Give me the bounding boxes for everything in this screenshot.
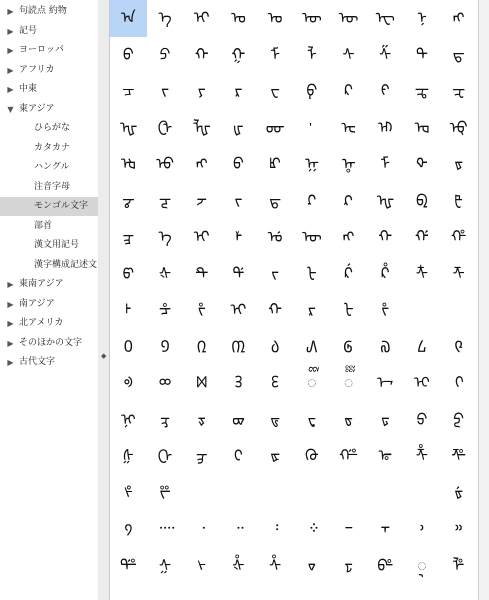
character-cell[interactable]: ᢎ (270, 409, 281, 429)
character-cell[interactable]: ᠤ (267, 8, 283, 27)
sidebar-item[interactable] (0, 295, 98, 314)
character-cell[interactable]: ᢩ (417, 555, 427, 575)
character-cell[interactable]: ᢉ (454, 373, 464, 392)
character-cell[interactable]: ᡴ (268, 300, 283, 319)
character-grid (110, 0, 478, 600)
character-cell[interactable]: ᠕ (306, 336, 318, 356)
character-cell[interactable]: ᢀ (123, 373, 133, 392)
sidebar-item[interactable] (0, 197, 98, 216)
character-cell[interactable]: ᠰ (342, 44, 355, 64)
character-cell[interactable]: ᢏ (307, 409, 317, 429)
character-cell[interactable]: ᠢ (193, 8, 210, 27)
character-cell[interactable]: ᠂ (198, 519, 205, 538)
character-cell[interactable]: ᡣ (378, 227, 393, 246)
sidebar-item[interactable] (0, 2, 98, 21)
character-cell[interactable]: ᠵ (161, 81, 169, 100)
character-cell[interactable]: ᠄ (271, 519, 279, 538)
character-cell[interactable]: ᢪ (452, 555, 465, 575)
character-cell[interactable]: ᠡ (158, 8, 172, 27)
sidebar-item[interactable] (0, 178, 98, 197)
character-cell[interactable]: ᠒ (196, 336, 207, 356)
character-cell[interactable]: ᢑ (380, 409, 390, 429)
character-cell[interactable]: ᠖ (343, 336, 354, 356)
disclosure-collapsed-icon[interactable]: ▶ (7, 358, 14, 367)
category-sidebar (0, 0, 99, 600)
character-cell[interactable]: ᢞ (123, 482, 133, 502)
character-cell[interactable]: ᢡ (119, 555, 137, 575)
character-cell[interactable]: ᢛ (378, 446, 393, 465)
vertical-scrollbar[interactable] (478, 0, 489, 600)
character-cell[interactable]: ᠑ (160, 336, 170, 356)
character-cell[interactable]: ᢌ (197, 409, 206, 429)
sidebar-item[interactable] (0, 41, 98, 60)
disclosure-collapsed-icon[interactable]: ▶ (7, 7, 14, 16)
character-cell[interactable]: ᠾ (119, 117, 138, 137)
character-cell[interactable]: ᢤ (232, 555, 245, 575)
character-cell[interactable]: ᡒ (122, 190, 135, 210)
character-cell[interactable]: ᡎ (341, 154, 356, 173)
character-cell[interactable]: ᠴ (122, 81, 135, 100)
disclosure-collapsed-icon[interactable]: ▶ (7, 65, 14, 75)
character-cell[interactable]: ᠣ (230, 8, 246, 27)
character-cell[interactable]: ᢚ (339, 446, 358, 465)
sidebar-item-label: ハングル (34, 162, 70, 172)
character-cell[interactable]: ᠷ (234, 81, 243, 100)
character-cell[interactable]: ᢂ (196, 373, 208, 392)
sidebar-item[interactable] (0, 256, 98, 275)
sidebar-item[interactable] (0, 334, 98, 353)
character-cell[interactable]: ᡩ (232, 263, 245, 283)
character-cell[interactable]: ᡢ (342, 227, 355, 246)
sidebar-item-label: 記号 (19, 25, 38, 36)
character-cell[interactable]: ᢃ (234, 373, 243, 392)
character-cell[interactable]: ᡞ (193, 227, 210, 246)
character-cell[interactable]: ᡮ (415, 263, 428, 283)
character-cell[interactable]: ᡶ (343, 300, 354, 319)
character-cell[interactable]: ᢧ (344, 555, 353, 575)
character-cell[interactable]: ᢘ (270, 446, 281, 465)
character-cell[interactable]: ᠉ (454, 519, 463, 538)
sidebar-item-label: 南アジア (19, 298, 55, 309)
sidebar-item[interactable] (0, 158, 98, 177)
character-cell[interactable]: ᠱ (379, 44, 392, 64)
character-cell[interactable]: ᡧ (158, 263, 172, 283)
character-cell[interactable]: ᡓ (158, 190, 172, 210)
character-cell[interactable]: ᡗ (307, 190, 317, 210)
sidebar-item[interactable] (0, 80, 98, 99)
character-cell[interactable] (294, 110, 331, 147)
character-cell[interactable]: ᠠ (110, 0, 147, 37)
character-cell[interactable]: ᠐ (123, 336, 133, 356)
character-cell[interactable]: ᡈ (121, 154, 136, 173)
character-cell[interactable]: ᢁ (158, 373, 172, 392)
sidebar-item-label: 中東 (19, 84, 38, 94)
character-cell[interactable]: ᠗ (380, 336, 391, 356)
character-cell[interactable]: ᡉ (156, 154, 175, 173)
sidebar-item-label: 古代文字 (19, 357, 56, 367)
character-cell[interactable]: ᠅ (306, 519, 318, 538)
character-cell[interactable]: ᡊ (195, 154, 208, 173)
character-cell[interactable]: ᢇ (377, 373, 394, 392)
disclosure-collapsed-icon[interactable]: ▶ (7, 319, 14, 328)
character-cell[interactable]: ᡥ (450, 227, 467, 246)
character-cell[interactable]: ᢥ (269, 555, 282, 575)
character-cell[interactable]: ᢦ (307, 555, 316, 575)
character-cell[interactable]: ᠶ (197, 81, 206, 100)
character-cell[interactable]: ᢅ (307, 373, 317, 392)
character-cell[interactable]: ᡭ (380, 263, 390, 283)
character-cell[interactable]: ᠈ (419, 519, 425, 538)
character-cell[interactable]: ᢈ (413, 373, 430, 392)
character-cell[interactable]: ᠨ (417, 8, 427, 27)
sidebar-item[interactable] (0, 236, 98, 255)
character-cell[interactable]: ᢨ (377, 555, 394, 575)
character-cell[interactable]: ᡅ (377, 117, 393, 137)
character-cell[interactable]: ᠿ (157, 117, 173, 137)
character-cell[interactable]: ᡄ (341, 117, 356, 137)
character-cell[interactable]: ᠆ (345, 519, 352, 538)
sidebar-item-label: 漢文用記号 (34, 240, 80, 250)
sidebar-item-label: 部首 (34, 220, 53, 231)
character-cell[interactable]: ᢊ (121, 409, 136, 429)
character-cell[interactable]: ᡰ (125, 300, 132, 319)
sidebar-item[interactable] (0, 353, 98, 372)
sidebar-item-label: 注音字母 (34, 181, 71, 192)
sidebar-item[interactable] (0, 100, 98, 119)
sidebar-item-label: アフリカ (19, 64, 55, 75)
character-cell[interactable]: ᠮ (270, 44, 280, 64)
character-cell[interactable]: ᢕ (157, 446, 173, 465)
character-cell[interactable]: ᡟ (234, 227, 243, 246)
sidebar-item[interactable] (0, 217, 98, 236)
character-cell[interactable]: ᡛ (454, 190, 463, 210)
character-cell[interactable]: ᠪ (122, 44, 134, 64)
character-cell[interactable]: ᢠ (454, 482, 464, 502)
character-cell[interactable]: ᡝ (158, 227, 172, 246)
character-cell[interactable]: ᡷ (381, 300, 390, 319)
character-cell[interactable]: ᡋ (232, 154, 244, 173)
character-cell[interactable]: ᡙ (376, 190, 395, 210)
character-cell[interactable]: ᠀ (124, 519, 133, 538)
character-cell[interactable]: ᠯ (307, 44, 317, 64)
sidebar-item[interactable] (0, 22, 98, 41)
sidebar-item-label: 東アジア (19, 103, 55, 114)
character-cell[interactable]: ᡇ (449, 117, 468, 137)
character-cell[interactable]: ᢄ (271, 373, 279, 392)
character-cell[interactable]: ᡐ (416, 154, 428, 173)
disclosure-collapsed-icon[interactable]: ▶ (7, 280, 14, 289)
character-cell[interactable]: ᠻ (380, 81, 390, 100)
pane-splitter[interactable] (98, 0, 110, 600)
character-cell[interactable]: ᠲ (415, 44, 428, 64)
sidebar-item-label: ひらがな (34, 123, 71, 133)
character-cell[interactable]: ᠇ (380, 519, 391, 538)
character-cell[interactable]: ᠺ (344, 81, 353, 100)
sidebar-item[interactable] (0, 61, 98, 80)
character-cell[interactable]: ᢢ (158, 555, 172, 575)
character-cell[interactable]: ᡱ (158, 300, 172, 319)
character-cell[interactable]: ᢒ (416, 409, 428, 429)
character-cell[interactable]: ᠫ (159, 44, 171, 64)
character-cell[interactable]: ᡔ (196, 190, 207, 210)
character-cell[interactable]: ᡕ (234, 190, 243, 210)
character-cell[interactable]: ᠬ (194, 44, 209, 64)
disclosure-collapsed-icon[interactable]: ▶ (7, 338, 14, 348)
character-cell[interactable]: ᢔ (123, 446, 134, 465)
character-cell[interactable]: ᠽ (452, 81, 466, 100)
character-cell[interactable]: ᡖ (269, 190, 282, 210)
character-cell[interactable]: ᡆ (414, 117, 430, 137)
character-cell[interactable]: ᠘ (417, 336, 427, 356)
character-cell[interactable]: ᡪ (271, 263, 280, 283)
character-cell[interactable]: ᢓ (453, 409, 465, 429)
character-cell[interactable]: ᡦ (122, 263, 135, 283)
sidebar-item-label: モンゴル文字 (34, 201, 89, 211)
character-cell[interactable]: ᢖ (195, 446, 208, 465)
character-cell[interactable]: ᠔ (270, 336, 280, 356)
character-cell[interactable]: ᡨ (195, 263, 209, 283)
sidebar-item[interactable] (0, 139, 98, 158)
character-cell[interactable]: ᡠ (267, 227, 283, 246)
disclosure-collapsed-icon[interactable]: ▶ (7, 299, 14, 309)
character-cell[interactable]: ᡫ (307, 263, 317, 283)
character-cell[interactable]: ᠙ (454, 336, 463, 356)
character-cell[interactable]: ᠸ (270, 81, 280, 100)
character-cell[interactable]: ᡁ (233, 117, 244, 137)
character-cell[interactable]: ᡵ (307, 300, 316, 319)
character-cell[interactable]: ᠓ (231, 336, 246, 356)
character-cell[interactable]: ᢟ (159, 482, 171, 502)
character-cell[interactable]: ᡘ (344, 190, 353, 210)
character-cell[interactable]: ᠭ (231, 44, 246, 64)
character-cell[interactable]: ᢋ (160, 409, 171, 429)
character-cell[interactable]: ᡡ (301, 227, 322, 246)
sidebar-item-label: 句読点 約物 (19, 6, 67, 16)
character-cell[interactable]: ᢣ (197, 555, 206, 575)
character-cell[interactable]: ᠳ (452, 44, 465, 64)
character-cell[interactable]: ᡲ (197, 300, 206, 319)
character-cell[interactable]: ᡂ (265, 117, 285, 137)
character-cell[interactable]: ᠼ (414, 81, 430, 100)
character-cell[interactable]: ᢙ (304, 446, 319, 465)
character-cell[interactable]: ᡬ (344, 263, 353, 283)
sidebar-item-label: そのほかの文字 (19, 337, 83, 348)
character-cell[interactable]: ᠧ (375, 8, 395, 27)
sidebar-item[interactable] (0, 275, 98, 294)
character-cell[interactable]: ᠹ (306, 81, 318, 100)
character-cell[interactable]: ᡚ (416, 190, 428, 210)
sidebar-item-label: 東南アジア (19, 279, 64, 289)
sidebar-item-label: 北アメリカ (19, 318, 64, 328)
disclosure-collapsed-icon[interactable]: ▶ (7, 46, 14, 55)
character-cell[interactable]: ᢜ (415, 446, 428, 465)
character-cell[interactable]: ᠩ (452, 8, 465, 27)
sidebar-item-label: 漢字構成記述文 (34, 259, 98, 270)
character-cell[interactable]: ᡀ (192, 117, 211, 137)
character-cell[interactable]: ᡑ (454, 154, 464, 173)
character-cell[interactable]: ᡍ (304, 154, 320, 173)
character-cell[interactable]: ᡜ (122, 227, 135, 246)
character-cell[interactable]: ᠥ (301, 8, 322, 27)
character-cell[interactable]: ᠃ (233, 519, 244, 538)
sidebar-item-label: ヨーロッパ (19, 45, 64, 55)
sidebar-item[interactable] (0, 314, 98, 333)
character-cell[interactable]: ᢍ (232, 409, 245, 429)
character-cell[interactable]: ᡤ (415, 227, 429, 246)
sidebar-item-label: カタカナ (34, 142, 71, 153)
character-cell[interactable]: ᡯ (452, 263, 465, 283)
disclosure-expanded-icon[interactable]: ▼ (7, 104, 14, 114)
character-cell[interactable]: ᢆ (343, 373, 354, 392)
character-cell[interactable]: ᢝ (451, 446, 467, 465)
disclosure-collapsed-icon[interactable]: ▶ (7, 26, 14, 36)
character-cell[interactable]: ᢗ (234, 446, 243, 465)
character-cell[interactable]: ᡏ (380, 154, 391, 173)
sidebar-item[interactable] (0, 119, 98, 138)
splitter-grip-icon: ◆ (101, 352, 107, 360)
character-cell[interactable]: ᠁ (155, 519, 175, 538)
character-cell[interactable]: ᠦ (338, 8, 359, 27)
character-cell[interactable]: ᡌ (269, 154, 281, 173)
character-cell[interactable]: ᢐ (344, 409, 353, 429)
character-cell[interactable]: ᡳ (230, 300, 247, 319)
disclosure-collapsed-icon[interactable]: ▶ (7, 85, 14, 94)
